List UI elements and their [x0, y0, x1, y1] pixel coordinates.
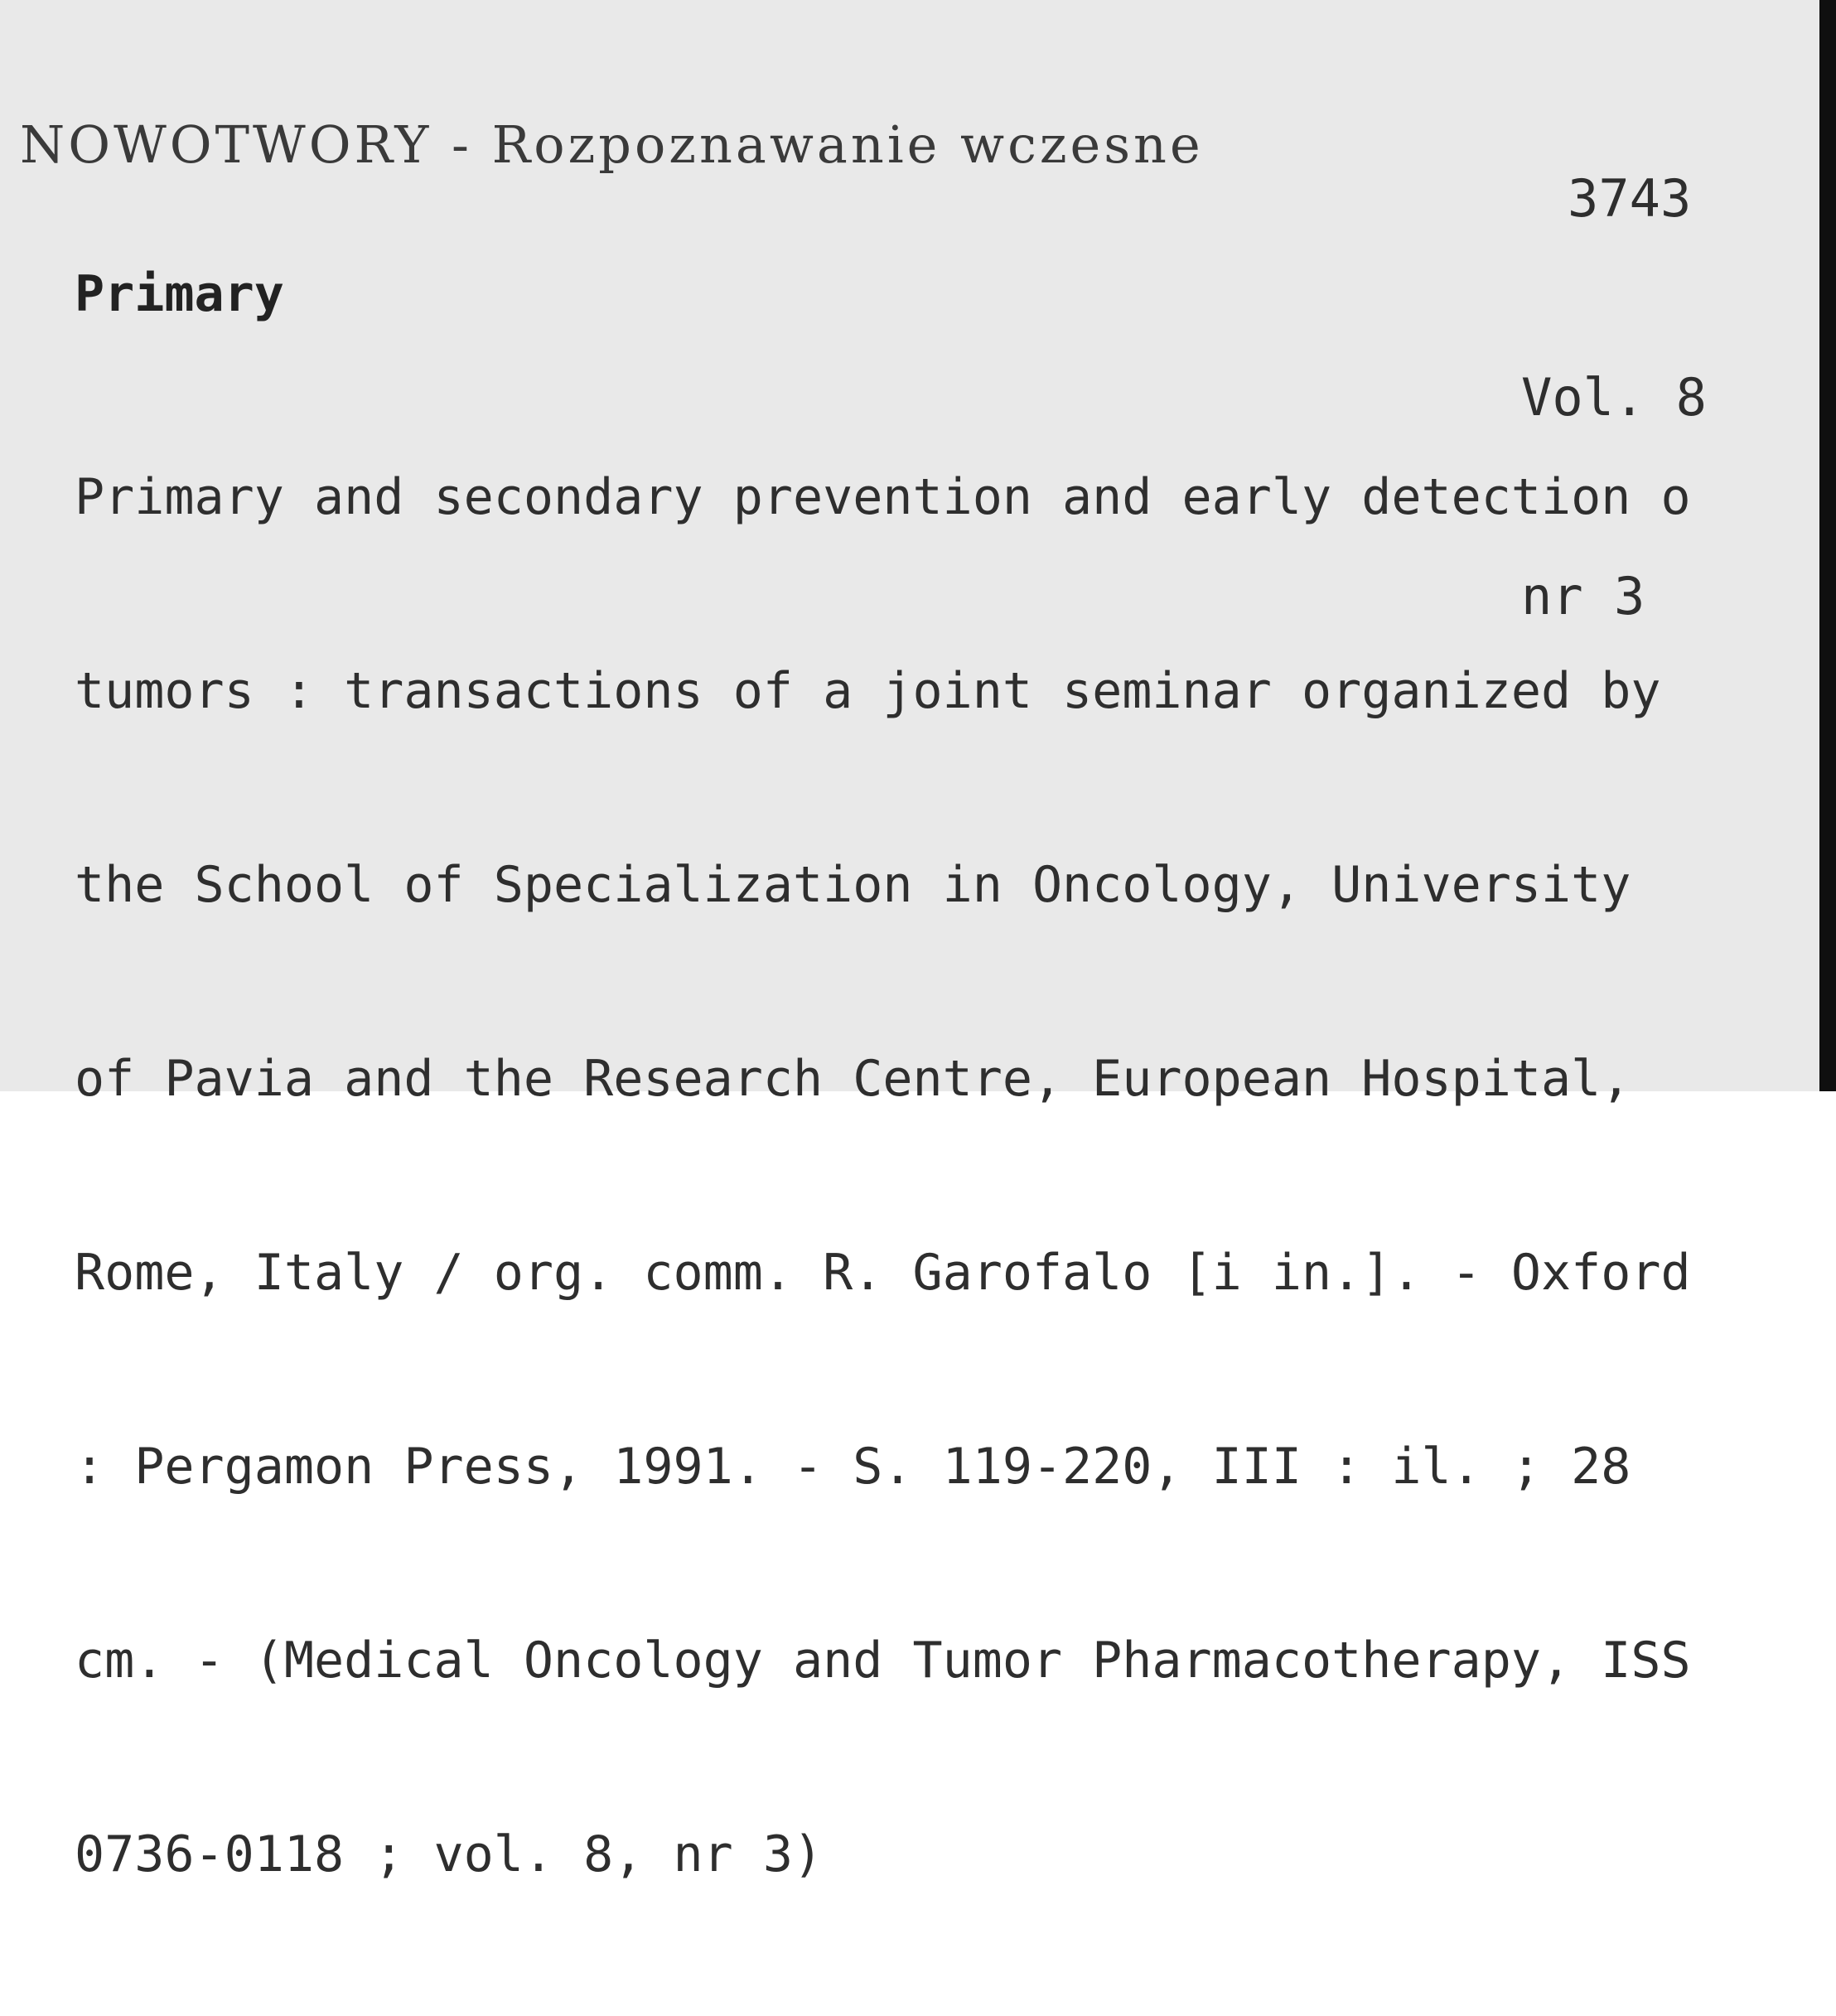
description-line: the School of Specialization in Oncology, University: [75, 856, 1631, 914]
description-line: : Pergamon Press, 1991. - S. 119-220, III : il. ; 28: [75, 1438, 1631, 1496]
description-line: 0736-0118 ; vol. 8, nr 3): [75, 1825, 824, 1883]
call-number-id: 3743: [1568, 168, 1692, 229]
description-line: cm. - (Medical Oncology and Tumor Pharmacotherapy, ISS: [75, 1632, 1691, 1690]
entry-heading: Primary: [75, 265, 284, 323]
card-edge-shadow: [1819, 0, 1836, 1091]
description-line: Primary and secondary prevention and early detection o: [75, 468, 1691, 526]
description-line: of Pavia and the Research Centre, European Hospital,: [75, 1050, 1631, 1108]
subject-heading: NOWOTWORY - Rozpoznawanie wczesne: [20, 114, 1204, 175]
bibliographic-description: [75, 336, 1691, 2016]
volume-label: Vol. 8: [1521, 367, 1707, 428]
description-line: Rome, Italy / org. comm. R. Garofalo [i in.]. - Oxford: [75, 1244, 1691, 1302]
issue-number-label: nr 3: [1521, 566, 1645, 626]
description-line: tumors : transactions of a joint seminar organized by: [75, 662, 1661, 720]
